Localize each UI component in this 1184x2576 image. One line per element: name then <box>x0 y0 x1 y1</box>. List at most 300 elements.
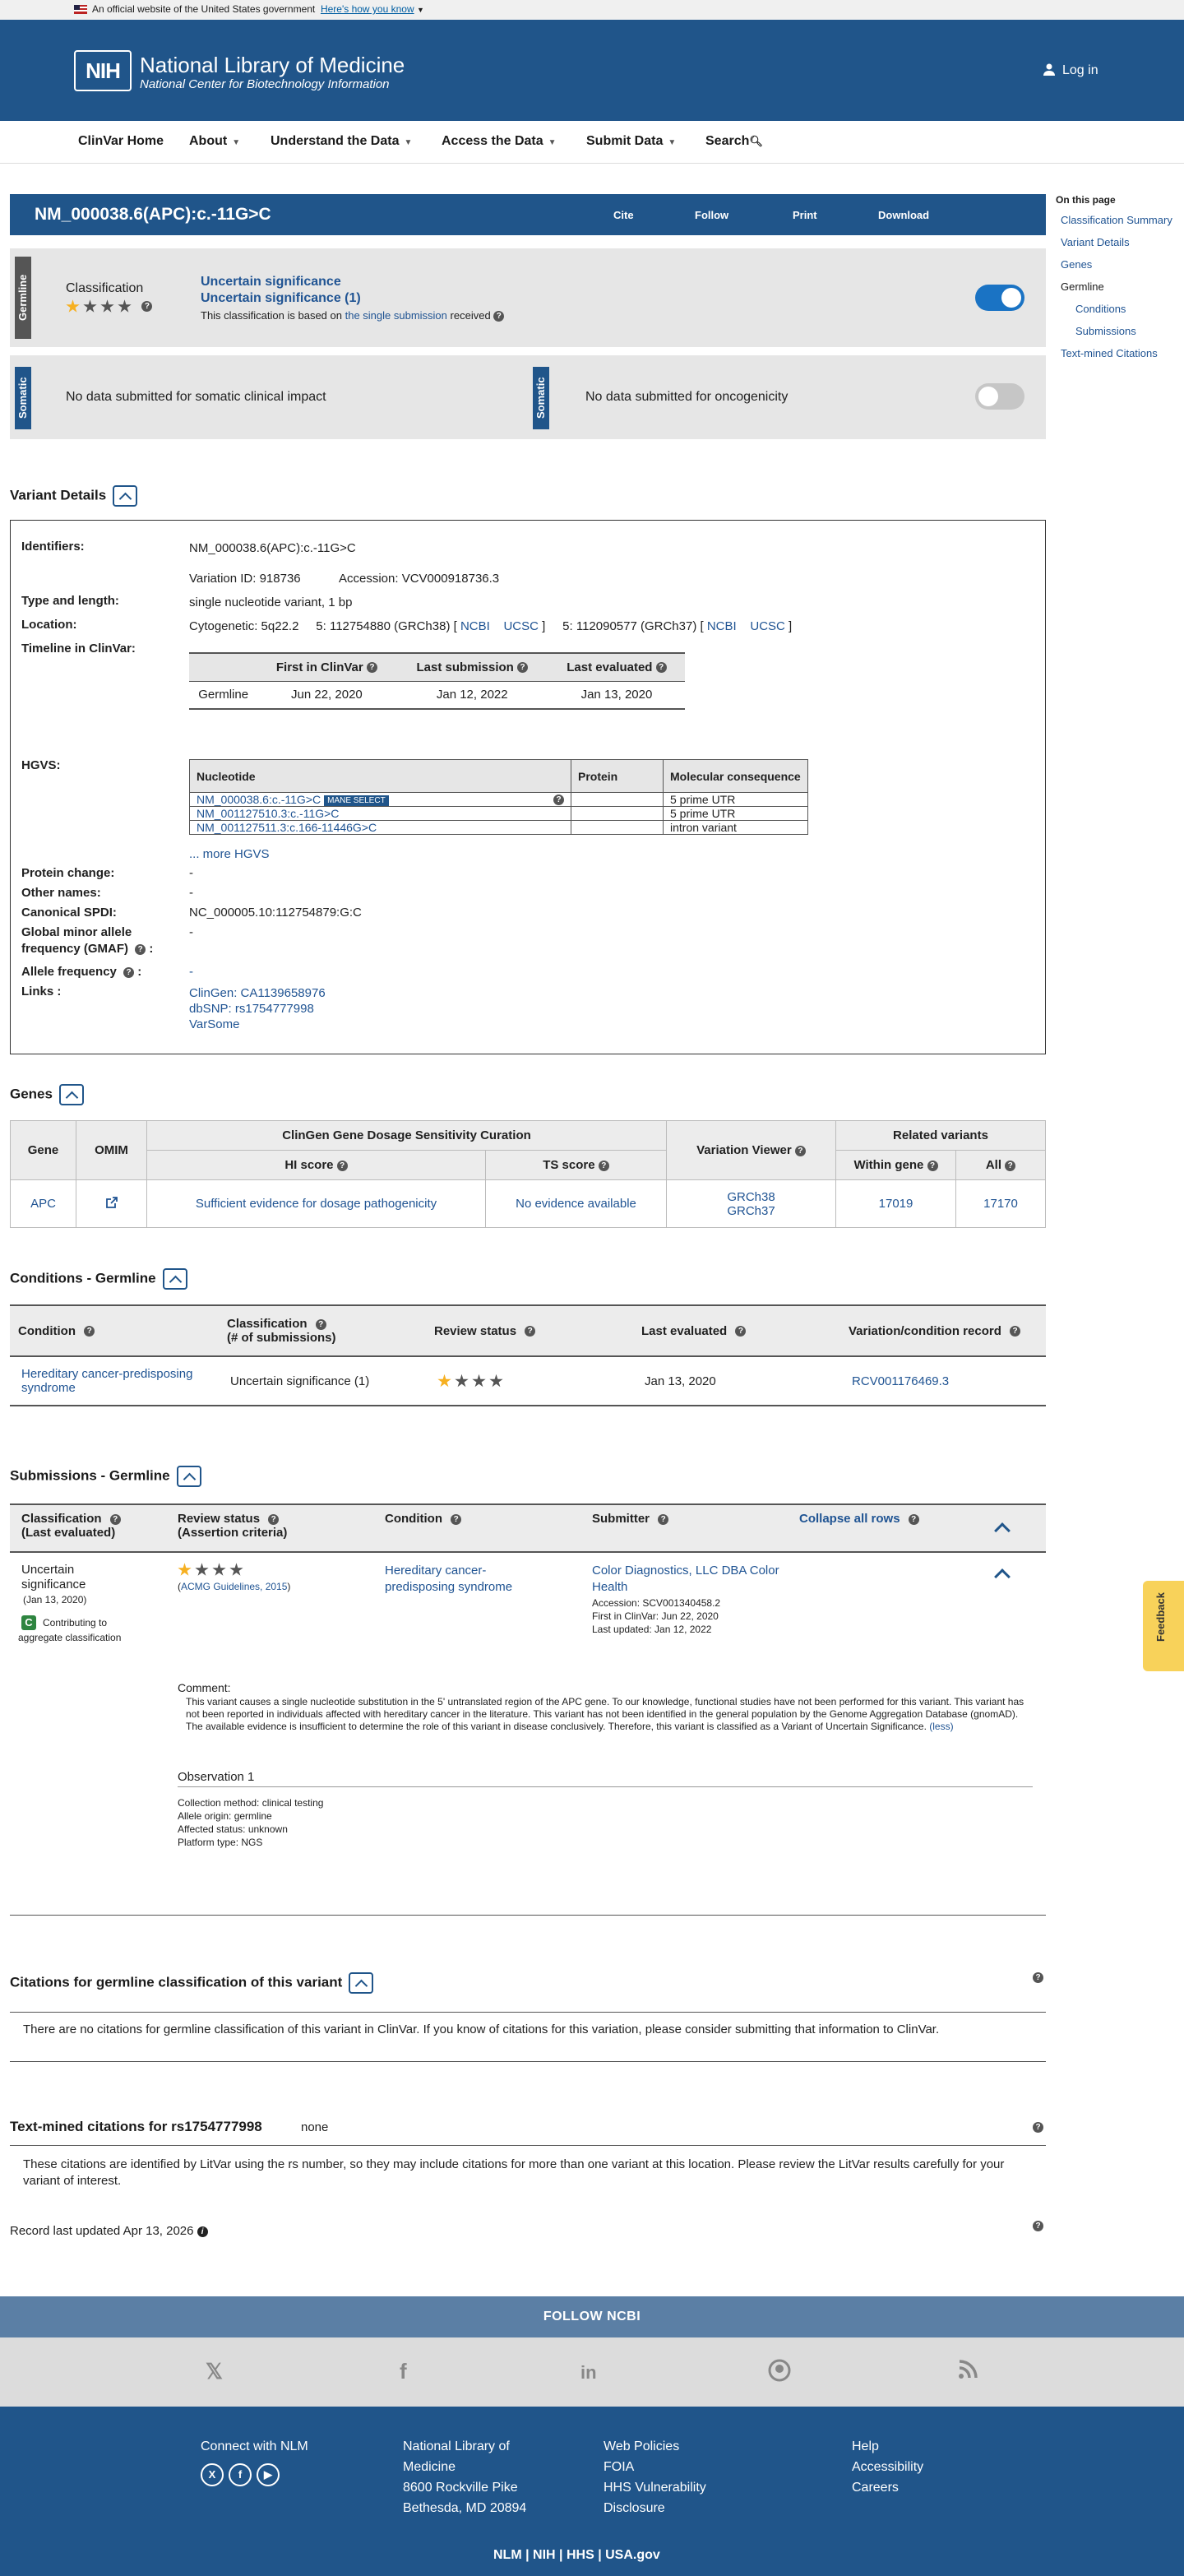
conditions-title: Conditions - Germline <box>10 1270 156 1286</box>
help-icon[interactable]: ? <box>553 795 564 805</box>
observation-item: Allele origin: germline <box>178 1810 272 1822</box>
login-button[interactable] <box>1043 63 1098 78</box>
comment-text: This variant causes a single nucleotide substitution in the 5' untranslated region of the APC gene. To our knowledge, functional studies have not been performed for this variant. This variant has not been reported in individuals affected with hereditary cancer in the literature. This variant has not been identified in the general population by the Genome Aggregation Database (gnomAD). The available evidence is insufficient to determine the role of this variant in disease conclusively. Therefore, this variant is classified as a Variant of Uncertain Significance. <box>186 1696 1024 1732</box>
nlm-name-line1[interactable]: National Library of <box>403 2439 510 2453</box>
star-empty-icon <box>472 1374 486 1388</box>
criteria-col-label: (Assertion criteria) <box>178 1526 288 1540</box>
help-icon[interactable]: ? <box>658 1514 668 1525</box>
hgvs-protein-cell <box>571 807 664 821</box>
help-icon[interactable]: ? <box>1010 1326 1020 1337</box>
hgvs-protein-cell <box>571 793 664 807</box>
criteria-open: ( <box>178 1581 181 1592</box>
record-updated <box>10 2224 208 2238</box>
follow-ncbi-bar: FOLLOW NCBI <box>0 2296 1184 2337</box>
citations-text: There are no citations for germline classification of this variant in ClinVar. If you know of citations for this variation, please consider submitting that information to ClinVar. <box>23 2022 940 2036</box>
variant-details-title: Variant Details <box>10 487 107 503</box>
toggle-knob <box>978 387 998 406</box>
rcv-link[interactable]: RCV001176469.3 <box>840 1356 1046 1406</box>
external-link-icon[interactable] <box>76 1180 147 1228</box>
feedback-button[interactable] <box>1143 1581 1184 1671</box>
ncbi-link[interactable]: NCBI <box>460 619 490 633</box>
facebook-icon[interactable]: f <box>229 2463 252 2486</box>
classification-basis <box>201 309 504 322</box>
sub-condition-link[interactable]: Hereditary cancer-predisposing syndrome <box>385 1564 513 1594</box>
single-submission-link[interactable]: the single submission <box>345 309 447 322</box>
help-icon[interactable]: ? <box>451 1514 461 1525</box>
record-updated-text: Record last updated Apr 13, 2026 <box>10 2224 194 2238</box>
record-header <box>840 1305 1046 1356</box>
page-title: NM_000038.6(APC):c.-11G>C <box>35 205 271 224</box>
table-row <box>190 807 808 821</box>
cite-button[interactable]: Cite <box>613 209 634 221</box>
last-evaluated-label: Last evaluated <box>641 1323 728 1338</box>
table-row <box>11 1180 1046 1228</box>
classification-header <box>219 1305 426 1356</box>
help-icon[interactable]: ? <box>316 1319 326 1330</box>
connect-label: Connect with NLM <box>201 2439 308 2453</box>
nlm-name-line2[interactable]: Medicine <box>403 2460 456 2474</box>
nav-search-label: Search <box>705 134 750 148</box>
hgvs-table <box>189 759 808 835</box>
nav-understand-label: Understand the Data <box>271 134 400 148</box>
last-evaluated-col-label: (Last evaluated) <box>21 1526 116 1540</box>
ucsc-link[interactable]: UCSC <box>750 619 785 633</box>
help-icon[interactable]: ? <box>337 1161 348 1171</box>
comment-label: Comment: <box>178 1681 231 1694</box>
divider <box>10 2012 1046 2013</box>
related-variants-header: Related variants <box>836 1121 1046 1151</box>
help-icon[interactable]: ? <box>141 301 152 312</box>
hgvs-header: Protein <box>571 760 664 793</box>
sub-accession: Accession: SCV001340458.2 <box>592 1597 721 1609</box>
condition-header-label: Condition <box>18 1323 76 1338</box>
help-icon[interactable]: ? <box>123 967 134 978</box>
submissions-heading <box>10 1466 201 1487</box>
condition-link[interactable]: Hereditary cancer-predisposing syndrome <box>10 1356 219 1406</box>
spdi-label: Canonical SPDI: <box>21 906 117 920</box>
collapse-button[interactable] <box>163 1268 187 1290</box>
footer-policies <box>604 2436 706 2518</box>
timeline-header <box>189 653 257 681</box>
collapse-button[interactable] <box>177 1466 201 1487</box>
ts-score-link[interactable]: No evidence available <box>486 1180 667 1228</box>
allele-frequency-label <box>21 965 141 979</box>
hi-score-link[interactable]: Sufficient evidence for dosage pathogenicity <box>147 1180 486 1228</box>
classification-col <box>21 1512 121 1540</box>
hgvs-nucleotide-cell <box>190 821 571 835</box>
hgvs-link[interactable]: NM_000038.6:c.-11G>C <box>197 793 321 806</box>
toc-text-mined-citations[interactable]: Text-mined Citations <box>1061 347 1158 359</box>
chevron-down-icon: ▼ <box>548 138 557 147</box>
accession: Accession: VCV000918736.3 <box>339 572 500 586</box>
textmined-heading: Text-mined citations for rs1754777998 <box>10 2119 262 2134</box>
collapse-button[interactable] <box>349 1972 373 1994</box>
help-icon[interactable]: ? <box>1005 1161 1015 1171</box>
somatic-oncogenicity-text: No data submitted for oncogenicity <box>585 390 789 404</box>
help-icon[interactable]: ? <box>525 1326 535 1337</box>
nav-clinvar-home[interactable]: ClinVar Home <box>78 134 164 148</box>
nav-about-label: About <box>189 134 228 148</box>
help-link[interactable]: Help <box>852 2439 879 2453</box>
review-status-header <box>426 1305 633 1356</box>
af-colon: : <box>137 965 142 979</box>
star-filled-icon <box>178 1563 192 1577</box>
submitter-link[interactable]: Color Diagnostics, LLC DBA Color Health <box>592 1564 779 1594</box>
location-grch38: 5: 112754880 (GRCh38) [ <box>316 619 457 633</box>
hgvs-nucleotide-cell <box>190 807 571 821</box>
basis-pre: This classification is based on <box>201 309 342 322</box>
x-icon[interactable]: 𝕏 <box>206 2359 223 2384</box>
clingen-header: ClinGen Gene Dosage Sensitivity Curation <box>147 1121 667 1151</box>
somatic-tag: Somatic <box>15 367 31 429</box>
nav-about[interactable] <box>189 134 240 149</box>
genes-title: Genes <box>10 1086 53 1102</box>
careers-link[interactable]: Careers <box>852 2481 899 2495</box>
criteria-close: ) <box>287 1581 291 1592</box>
sub-classification <box>21 1563 86 1592</box>
timeline-cell: Jan 12, 2022 <box>436 688 508 702</box>
germline-toggle[interactable] <box>975 285 1024 311</box>
review-status-label: Review status <box>434 1323 517 1338</box>
chevron-up-icon[interactable] <box>994 1568 1011 1585</box>
collapse-button[interactable] <box>59 1084 84 1105</box>
hgvs-label: HGVS: <box>21 758 61 772</box>
footer-help <box>852 2436 923 2498</box>
contributing-badge: C <box>21 1615 36 1630</box>
variant-details-heading <box>10 485 137 507</box>
gov-banner <box>0 0 1184 20</box>
review-col-label: Review status <box>178 1512 261 1526</box>
rss-icon[interactable] <box>957 2359 978 2386</box>
variation-viewer-label: Variation Viewer <box>696 1143 792 1157</box>
site-footer <box>0 2407 1184 2576</box>
somatic-toggle[interactable] <box>975 383 1024 410</box>
within-gene-label: Within gene <box>853 1158 924 1172</box>
genes-heading <box>10 1084 84 1105</box>
conditions-table <box>10 1304 1046 1406</box>
chevron-down-icon: ▼ <box>404 138 413 147</box>
nav-understand[interactable] <box>271 134 412 149</box>
observation-divider <box>178 1786 1033 1787</box>
gmaf-colon: : <box>149 942 154 956</box>
chevron-up-icon[interactable] <box>994 1522 1011 1539</box>
submissions-count-label: (# of submissions) <box>227 1331 336 1345</box>
site-header <box>0 20 1184 121</box>
table-row <box>10 1356 1046 1406</box>
other-names-label: Other names: <box>21 886 101 900</box>
help-icon[interactable]: ? <box>268 1514 279 1525</box>
somatic-oncogenicity-tag: Somatic <box>533 367 549 429</box>
protein-change-label: Protein change: <box>21 866 115 880</box>
timeline-header-label: Last evaluated <box>567 660 653 674</box>
hhs-link[interactable]: HHS <box>566 2548 594 2562</box>
hgvs-header: Molecular consequence <box>664 760 808 793</box>
table-row <box>190 793 808 807</box>
toc-genes[interactable]: Genes <box>1061 258 1093 271</box>
gmaf-label-line2 <box>21 942 153 956</box>
mane-select-badge: MANE SELECT <box>324 795 389 806</box>
less-link[interactable]: (less) <box>929 1721 954 1732</box>
variation-viewer-header <box>667 1121 836 1180</box>
toc-heading: On this page <box>1056 194 1116 206</box>
nlm-address <box>403 2436 526 2518</box>
print-button[interactable]: Print <box>793 209 817 221</box>
nlm-title[interactable]: National Library of Medicine <box>140 53 405 77</box>
github-icon[interactable] <box>768 2359 791 2388</box>
help-icon[interactable]: ? <box>135 944 146 955</box>
nav-submit-label: Submit Data <box>586 134 664 148</box>
user-icon <box>1043 63 1056 76</box>
submissions-title: Submissions - Germline <box>10 1467 170 1484</box>
observation-item: Affected status: unknown <box>178 1823 288 1835</box>
condition-col-label: Condition <box>385 1512 442 1526</box>
textmined-none: none <box>301 2120 329 2134</box>
divider <box>10 2061 1046 2062</box>
ts-score-label: TS score <box>543 1158 595 1172</box>
star-empty-icon <box>83 299 97 313</box>
hgvs-consequence-cell: 5 prime UTR <box>664 793 808 807</box>
observation-item: Collection method: clinical testing <box>178 1797 324 1809</box>
star-empty-icon <box>489 1374 503 1388</box>
assertion-criteria <box>178 1581 290 1592</box>
x-icon[interactable]: X <box>201 2463 224 2486</box>
chevron-down-icon: ▼ <box>668 138 677 147</box>
collapse-all-label: Collapse all rows <box>799 1512 900 1526</box>
variation-viewer-links <box>667 1180 836 1228</box>
gmaf-label-text: frequency (GMAF) <box>21 942 129 956</box>
footer-bottom-links: NLM | NIH | HHS | USA.gov <box>493 2548 660 2562</box>
nih-logo[interactable]: NIH <box>74 50 132 91</box>
germline-tag: Germline <box>15 257 31 339</box>
help-icon[interactable]: ? <box>367 662 377 673</box>
citations-title: Citations for germline classification of this variant <box>10 1974 343 1990</box>
star-empty-icon <box>229 1563 243 1577</box>
comment-body <box>186 1696 1033 1733</box>
hi-score-label: HI score <box>284 1158 334 1172</box>
timeline-cell: Germline <box>198 688 249 702</box>
all-header <box>956 1151 1046 1180</box>
nav-search[interactable] <box>705 134 763 149</box>
accessibility-link[interactable]: Accessibility <box>852 2460 924 2474</box>
location-value <box>189 619 792 633</box>
record-header-label: Variation/condition record <box>849 1323 1001 1338</box>
condition-col <box>385 1512 461 1526</box>
toc-submissions[interactable]: Submissions <box>1075 325 1136 337</box>
us-flag-icon <box>74 5 87 14</box>
conditions-heading <box>10 1268 187 1290</box>
facebook-icon[interactable]: f <box>400 2359 407 2384</box>
clingen-link[interactable]: ClinGen: CA1139658976 <box>189 986 326 1000</box>
submissions-table-header <box>10 1503 1046 1553</box>
classification-label: Classification <box>66 281 144 295</box>
timeline-header <box>548 653 685 681</box>
timeline-label: Timeline in ClinVar: <box>21 642 136 656</box>
help-icon[interactable]: ? <box>110 1514 121 1525</box>
toc-classification-summary[interactable]: Classification Summary <box>1061 214 1172 226</box>
links-label: Links : <box>21 985 62 998</box>
identifiers-label: Identifiers: <box>21 540 85 554</box>
star-filled-icon <box>437 1374 451 1388</box>
hgvs-link[interactable]: NM_001127511.3:c.166-11446G>C <box>197 821 377 834</box>
condition-classification: Uncertain significance (1) <box>219 1356 426 1406</box>
footer-social <box>201 2463 308 2486</box>
type-label: Type and length: <box>21 594 119 608</box>
location-grch37: 5: 112090577 (GRCh37) [ <box>562 619 704 633</box>
connect-with-nlm <box>201 2436 308 2486</box>
observation-title: Observation 1 <box>178 1770 255 1784</box>
star-empty-icon <box>100 299 114 313</box>
ncbi-link[interactable]: NCBI <box>706 619 737 633</box>
search-icon: 🔍︎ <box>749 135 763 147</box>
collapse-button[interactable] <box>113 485 137 507</box>
toc-variant-details[interactable]: Variant Details <box>1061 236 1130 248</box>
gene-link[interactable]: APC <box>11 1180 76 1228</box>
youtube-icon[interactable]: ▶ <box>257 2463 280 2486</box>
help-icon[interactable]: ? <box>1033 2122 1043 2133</box>
protein-change-value: - <box>189 866 193 880</box>
help-icon[interactable]: ? <box>909 1514 919 1525</box>
hi-score-header <box>147 1151 486 1180</box>
timeline-header-label: First in ClinVar <box>275 660 363 674</box>
somatic-classification-panel <box>10 355 1046 439</box>
help-icon[interactable]: ? <box>795 1146 806 1156</box>
help-icon[interactable]: ? <box>1033 1972 1043 1983</box>
divider <box>10 2145 1046 2146</box>
help-icon[interactable]: ? <box>927 1161 938 1171</box>
af-label-text: Allele frequency <box>21 965 117 979</box>
dbsnp-link[interactable]: dbSNP: rs1754777998 <box>189 1002 314 1016</box>
star-empty-icon <box>455 1374 469 1388</box>
sub-classification-line2: significance <box>21 1578 86 1591</box>
gmaf-value: - <box>189 925 193 939</box>
variation-id: Variation ID: 918736 <box>189 572 301 586</box>
chevron-down-icon: ▼ <box>416 6 424 14</box>
disclosure-link[interactable]: Disclosure <box>604 2501 665 2515</box>
toc-germline: Germline <box>1061 280 1104 293</box>
observation-item: Platform type: NGS <box>178 1837 263 1848</box>
toggle-knob <box>1001 288 1021 308</box>
sub-first-in-clinvar: First in ClinVar: Jun 22, 2020 <box>592 1610 719 1622</box>
contributing-line1: Contributing to <box>43 1617 108 1629</box>
hgvs-link[interactable]: NM_001127510.3:c.-11G>C <box>197 807 340 820</box>
star-empty-icon <box>118 299 132 313</box>
within-gene-link[interactable]: 17019 <box>836 1180 956 1228</box>
web-policies-link[interactable]: Web Policies <box>604 2439 680 2453</box>
help-icon[interactable]: ? <box>517 662 528 673</box>
somatic-clinical-text: No data submitted for somatic clinical impact <box>66 390 326 404</box>
sub-review-stars <box>178 1563 247 1578</box>
address-line1: 8600 Rockville Pike <box>403 2481 518 2495</box>
hgvs-protein-cell <box>571 821 664 835</box>
sub-last-updated: Last updated: Jan 12, 2022 <box>592 1624 712 1635</box>
usagov-link[interactable]: USA.gov <box>605 2548 660 2562</box>
table-row <box>190 821 808 835</box>
on-this-page-nav <box>1056 194 1184 369</box>
all-link[interactable]: 17170 <box>956 1180 1046 1228</box>
allele-frequency-value: - <box>189 965 193 979</box>
help-icon[interactable]: ? <box>493 311 504 322</box>
other-names-value: - <box>189 886 193 900</box>
grch38-link[interactable]: GRCh38 <box>727 1189 775 1204</box>
collapse-all-rows[interactable] <box>799 1512 919 1526</box>
sub-classification-line1: Uncertain <box>21 1563 75 1577</box>
germline-classification-count[interactable]: Uncertain significance (1) <box>201 291 361 305</box>
observation-details <box>178 1796 323 1849</box>
follow-button[interactable]: Follow <box>695 209 729 221</box>
type-value: single nucleotide variant, 1 bp <box>189 595 353 609</box>
nav-access[interactable] <box>442 134 557 149</box>
hgvs-header: Nucleotide <box>190 760 571 793</box>
timeline-cell: Jan 13, 2020 <box>580 688 653 702</box>
gene-header: Gene <box>11 1121 76 1180</box>
nlm-link[interactable]: NLM <box>493 2548 522 2562</box>
gmaf-label: Global minor allele <box>21 925 132 939</box>
genes-table <box>10 1120 1046 1228</box>
linkedin-icon[interactable]: in <box>580 2362 597 2383</box>
chevron-down-icon: ▼ <box>232 138 241 147</box>
toc-conditions[interactable]: Conditions <box>1075 303 1126 315</box>
star-empty-icon <box>195 1563 209 1577</box>
contributing-line2: aggregate classification <box>18 1632 122 1643</box>
classification-col-label: Classification <box>21 1512 102 1526</box>
download-button[interactable]: Download <box>878 209 930 221</box>
heres-how-link[interactable]: Here's how you know <box>320 3 414 15</box>
login-label: Log in <box>1062 63 1098 77</box>
grch37-link[interactable]: GRCh37 <box>727 1203 775 1218</box>
within-gene-header <box>836 1151 956 1180</box>
submitter-col <box>592 1512 668 1526</box>
varsome-link[interactable]: VarSome <box>189 1017 240 1031</box>
ts-score-header <box>486 1151 667 1180</box>
omim-header: OMIM <box>76 1121 147 1180</box>
info-icon[interactable]: i <box>197 2226 208 2237</box>
location-label: Location: <box>21 618 77 632</box>
nih-link[interactable]: NIH <box>533 2548 556 2562</box>
timeline-header-label: Last submission <box>416 660 514 674</box>
sub-date: (Jan 13, 2020) <box>23 1594 87 1605</box>
hgvs-consequence-cell: intron variant <box>664 821 808 835</box>
foia-link[interactable]: FOIA <box>604 2460 635 2474</box>
ucsc-link[interactable]: UCSC <box>503 619 539 633</box>
bracket-close: ] <box>789 619 793 633</box>
timeline-cell: Jun 22, 2020 <box>291 688 363 702</box>
gov-banner-text: An official website of the United States government <box>92 3 316 15</box>
star-empty-icon <box>212 1563 226 1577</box>
more-hgvs-link[interactable]: ... more HGVS <box>189 847 270 861</box>
nav-access-label: Access the Data <box>442 134 543 148</box>
star-filled-icon <box>66 299 80 313</box>
bracket-close: ] <box>542 619 546 633</box>
hhs-vulnerability-link[interactable]: HHS Vulnerability <box>604 2481 706 2495</box>
help-icon[interactable]: ? <box>1033 2221 1043 2231</box>
spdi-value: NC_000005.10:112754879:G:C <box>189 906 362 920</box>
nav-submit[interactable] <box>586 134 676 149</box>
basis-post: received <box>450 309 491 322</box>
help-icon[interactable]: ? <box>84 1326 95 1337</box>
review-col <box>178 1512 287 1540</box>
timeline-table <box>189 652 685 710</box>
review-status-stars <box>426 1356 633 1406</box>
hgvs-nucleotide-cell <box>190 793 571 807</box>
address-line2: Bethesda, MD 20894 <box>403 2501 527 2515</box>
help-icon[interactable]: ? <box>735 1326 746 1337</box>
help-icon[interactable]: ? <box>656 662 667 673</box>
acmg-guidelines-link[interactable]: ACMG Guidelines, 2015 <box>181 1581 288 1592</box>
ncbi-subtitle: National Center for Biotechnology Information <box>140 77 390 91</box>
help-icon[interactable]: ? <box>599 1161 609 1171</box>
condition-header <box>10 1305 219 1356</box>
feedback-label: Feedback <box>1154 1592 1167 1642</box>
